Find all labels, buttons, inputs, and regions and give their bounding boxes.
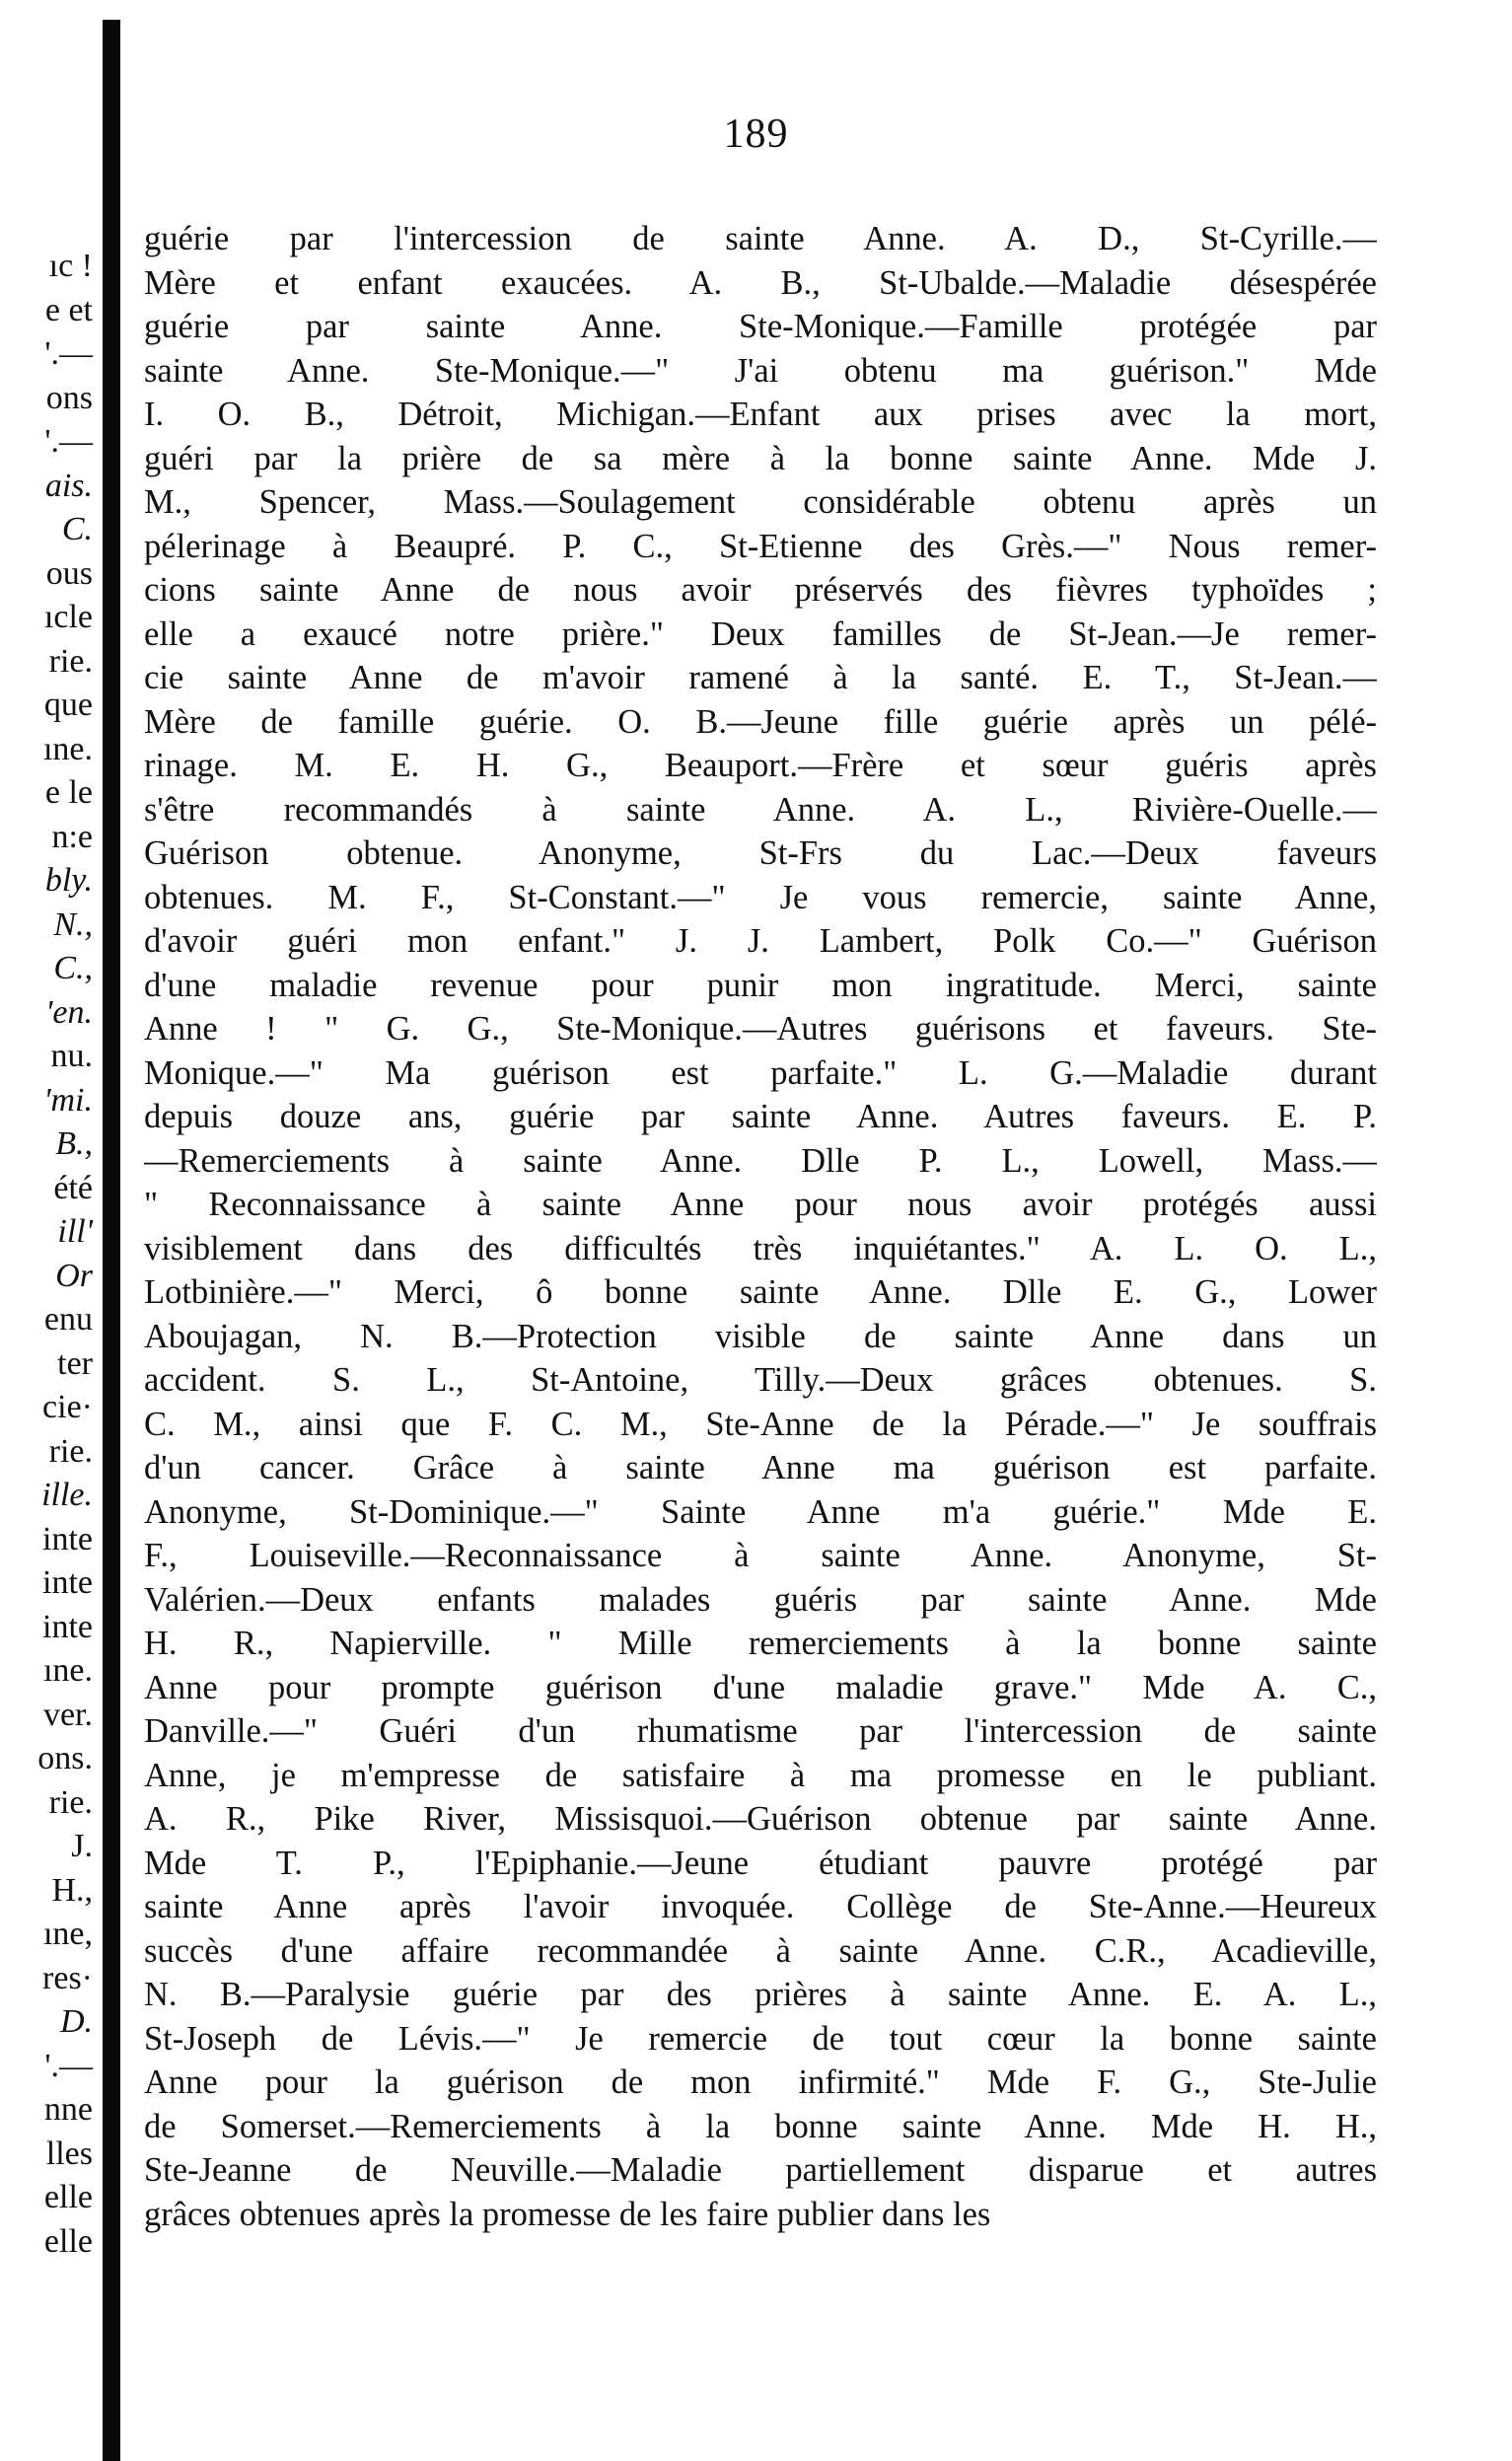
text-line: Valérien.—Deux enfants malades guéris par sainte Anne. Mde xyxy=(144,1580,1377,1619)
text-line: sainte Anne. Ste-Monique.—" J'ai obtenu ma guérison." Mde xyxy=(144,351,1377,390)
left-margin-fragment: elle xyxy=(43,2222,93,2260)
binding-gutter xyxy=(103,20,120,2461)
left-margin-fragment: ıne. xyxy=(42,730,93,767)
text-line: visiblement dans des difficultés très inquiétantes." A. L. O. L., xyxy=(144,1229,1377,1267)
left-margin-fragment: '.— xyxy=(44,2047,93,2084)
text-line: cie sainte Anne de m'avoir ramené à la santé. E. T., St-Jean.— xyxy=(144,659,1377,696)
text-line: Mde T. P., l'Epiphanie.—Jeune étudiant pauvre protégé par xyxy=(144,1844,1377,1882)
text-line: M., Spencer, Mass.—Soulagement considérable obtenu après un xyxy=(144,483,1377,521)
text-line: F., Louiseville.—Reconnaissance à sainte Anne. Anonyme, St- xyxy=(144,1537,1377,1574)
left-margin-fragment: n:e xyxy=(51,818,93,855)
left-margin-fragment: '.— xyxy=(44,423,93,460)
left-margin-fragment: B., xyxy=(55,1125,93,1162)
text-line: rinage. M. E. H. G., Beauport.—Frère et sœur guéris après xyxy=(144,747,1377,784)
text-line: grâces obtenues après la promesse de les faire publier dans les xyxy=(144,2195,991,2233)
text-line: Aboujagan, N. B.—Protection visible de sainte Anne dans un xyxy=(144,1317,1377,1355)
text-line: succès d'une affaire recommandée à sainte Anne. C.R., Acadieville, xyxy=(144,1931,1377,1970)
left-margin-fragment: enu xyxy=(43,1301,93,1338)
left-margin-fragment: 'mi. xyxy=(43,1081,93,1119)
text-line: Lotbinière.—" Merci, ô bonne sainte Anne. Dlle E. G., Lower xyxy=(144,1273,1377,1311)
left-page-edge-fragments xyxy=(0,245,99,2264)
text-line: sainte Anne après l'avoir invoquée. Collège de Ste-Anne.—Heureux xyxy=(144,1888,1377,1925)
text-line: guérie par l'intercession de sainte Anne. A. D., St-Cyrille.— xyxy=(144,220,1377,257)
text-line: Danville.—" Guéri d'un rhumatisme par l'intercession de sainte xyxy=(144,1712,1377,1750)
text-line: I. O. B., Détroit, Michigan.—Enfant aux prises avec la mort, xyxy=(144,396,1377,433)
left-margin-fragment: inte xyxy=(42,1608,93,1645)
left-margin-fragment: ill' xyxy=(57,1213,93,1250)
left-margin-fragment: C. xyxy=(61,511,93,547)
text-line: obtenues. M. F., St-Constant.—" Je vous remercie, sainte Anne, xyxy=(144,878,1377,916)
left-margin-fragment: e et xyxy=(44,291,93,328)
text-line: —Remerciements à sainte Anne. Dlle P. L., Lowell, Mass.— xyxy=(144,1141,1377,1180)
left-margin-fragment: inte xyxy=(42,1520,93,1557)
left-margin-fragment: H., xyxy=(51,1871,93,1909)
left-margin-fragment: ons xyxy=(45,379,93,416)
text-line: accident. S. L., St-Antoine, Tilly.—Deux grâces obtenues. S. xyxy=(144,1361,1377,1399)
text-line: depuis douze ans, guérie par sainte Anne. Autres faveurs. E. P. xyxy=(144,1098,1377,1135)
left-margin-fragment: que xyxy=(43,687,93,723)
text-line: Anonyme, St-Dominique.—" Sainte Anne m'a guérie." Mde E. xyxy=(144,1492,1377,1531)
left-margin-fragment: inte xyxy=(42,1564,93,1601)
text-line: Monique.—" Ma guérison est parfaite." L. G.—Maladie durant xyxy=(144,1053,1377,1092)
left-margin-fragment: C., xyxy=(53,950,93,986)
left-margin-fragment: ter xyxy=(57,1344,93,1382)
text-line: guéri par la prière de sa mère à la bonne sainte Anne. Mde J. xyxy=(144,439,1377,477)
text-line: d'avoir guéri mon enfant." J. J. Lambert, Polk Co.—" Guérison xyxy=(144,922,1377,960)
text-line: Mère et enfant exaucées. A. B., St-Ubalde.—Maladie désespérée xyxy=(144,263,1377,302)
page-body-text xyxy=(144,217,1377,2236)
left-margin-fragment: J. xyxy=(71,1828,93,1864)
left-margin-fragment: rie. xyxy=(48,1783,93,1821)
text-line: Guérison obtenue. Anonyme, St-Frs du Lac.—Deux faveurs xyxy=(144,834,1377,872)
text-line: Ste-Jeanne de Neuville.—Maladie partiellement disparue et autres xyxy=(144,2151,1377,2189)
left-margin-fragment: rie. xyxy=(48,642,93,680)
left-margin-fragment: ais. xyxy=(44,467,93,504)
text-line: Mère de famille guérie. O. B.—Jeune fille guérie après un pélé- xyxy=(144,702,1377,741)
left-margin-fragment: ıne, xyxy=(42,1916,93,1952)
left-margin-fragment: elle xyxy=(43,2179,93,2215)
left-margin-fragment: ıc ! xyxy=(48,248,93,284)
left-margin-fragment: nne xyxy=(43,2091,93,2128)
text-line: N. B.—Paralysie guérie par des prières à sainte Anne. E. A. L., xyxy=(144,1976,1377,2013)
left-margin-fragment: ous xyxy=(45,554,93,592)
left-margin-fragment: ıne. xyxy=(42,1652,93,1689)
left-margin-fragment: D. xyxy=(59,2003,93,2040)
text-line: A. R., Pike River, Missisquoi.—Guérison obtenue par sainte Anne. xyxy=(144,1800,1377,1838)
left-margin-fragment: lles xyxy=(45,2135,93,2172)
text-line: Anne ! " G. G., Ste-Monique.—Autres guérisons et faveurs. Ste- xyxy=(144,1010,1377,1048)
text-line: Anne pour prompte guérison d'une maladie grave." Mde A. C., xyxy=(144,1668,1377,1706)
left-margin-fragment: e le xyxy=(44,774,93,811)
text-line: pélerinage à Beaupré. P. C., St-Etienne des Grès.—" Nous remer- xyxy=(144,527,1377,565)
text-line: d'une maladie revenue pour punir mon ingratitude. Merci, sainte xyxy=(144,966,1377,1004)
text-line: elle a exaucé notre prière." Deux familles de St-Jean.—Je remer- xyxy=(144,615,1377,653)
text-line: " Reconnaissance à sainte Anne pour nous avoir protégés aussi xyxy=(144,1186,1377,1223)
left-margin-fragment: '.— xyxy=(44,335,93,372)
text-line: d'un cancer. Grâce à sainte Anne ma guérison est parfaite. xyxy=(144,1449,1377,1486)
left-margin-fragment: Or xyxy=(55,1257,93,1294)
left-margin-fragment: N., xyxy=(53,905,93,943)
text-line: C. M., ainsi que F. C. M., Ste-Anne de la Pérade.—" Je souffrais xyxy=(144,1405,1377,1443)
text-line: St-Joseph de Lévis.—" Je remercie de tout cœur la bonne sainte xyxy=(144,2019,1377,2058)
text-line: cions sainte Anne de nous avoir préservés des fièvres typhoïdes ; xyxy=(144,571,1377,609)
text-line: Anne pour la guérison de mon infirmité." Mde F. G., Ste-Julie xyxy=(144,2063,1377,2101)
left-margin-fragment: cie· xyxy=(42,1389,93,1425)
page-number: 189 xyxy=(723,111,789,157)
text-line: Anne, je m'empresse de satisfaire à ma promesse en le publiant. xyxy=(144,1756,1377,1794)
text-line: s'être recommandés à sainte Anne. A. L., Rivière-Ouelle.— xyxy=(144,790,1377,829)
left-margin-fragment: bly. xyxy=(44,862,93,899)
left-margin-fragment: ille. xyxy=(41,1477,93,1513)
left-margin-fragment: ver. xyxy=(42,1696,93,1733)
left-margin-fragment: res· xyxy=(42,1959,93,1996)
left-margin-fragment: ons. xyxy=(37,1740,93,1776)
text-line: H. R., Napierville. " Mille remerciements à la bonne sainte xyxy=(144,1625,1377,1662)
text-line: de Somerset.—Remerciements à la bonne sainte Anne. Mde H. H., xyxy=(144,2107,1377,2145)
left-margin-fragment: été xyxy=(53,1169,93,1206)
text-line: guérie par sainte Anne. Ste-Monique.—Famille protégée par xyxy=(144,308,1377,345)
left-margin-fragment: ıcle xyxy=(43,599,93,635)
left-margin-fragment: nu. xyxy=(50,1038,93,1074)
left-margin-fragment: rie. xyxy=(48,1432,93,1470)
left-margin-fragment: 'en. xyxy=(45,993,93,1031)
